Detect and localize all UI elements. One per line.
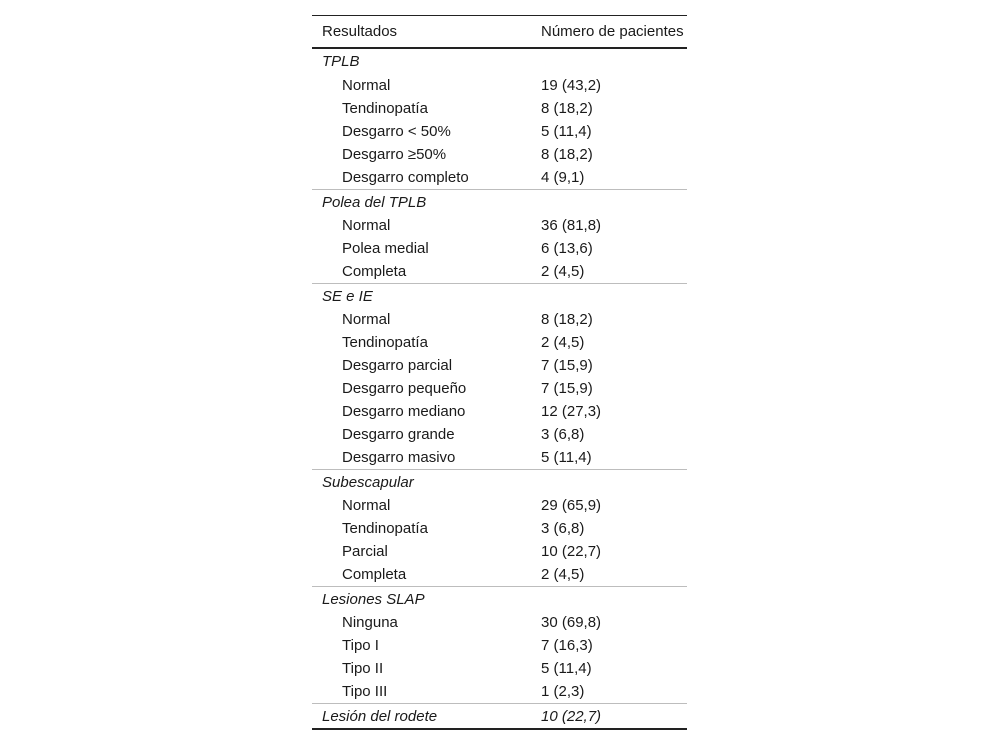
section-value-empty bbox=[541, 284, 687, 309]
table-row bbox=[312, 494, 687, 517]
row-value: 1 (2,3) bbox=[541, 683, 585, 700]
row-value: 2 (4,5) bbox=[541, 263, 585, 280]
row-label: Parcial bbox=[342, 543, 388, 560]
row-value: 5 (11,4) bbox=[541, 449, 592, 466]
row-value: 8 (18,2) bbox=[541, 146, 593, 163]
cell-value: 10 (22,7) bbox=[541, 704, 687, 730]
table-row bbox=[312, 680, 687, 704]
table-row bbox=[312, 377, 687, 400]
row-value: 19 (43,2) bbox=[541, 77, 602, 94]
row-value: 7 (15,9) bbox=[541, 380, 593, 397]
results-table-container bbox=[312, 15, 687, 730]
row-value: 5 (11,4) bbox=[541, 123, 592, 140]
section-row bbox=[312, 48, 687, 74]
row-label: Completa bbox=[342, 566, 407, 583]
table-row bbox=[312, 214, 687, 237]
section-value-empty bbox=[541, 470, 687, 495]
row-label: Normal bbox=[342, 497, 391, 514]
header-results: Resultados bbox=[322, 23, 398, 40]
row-label: Tipo I bbox=[342, 637, 379, 654]
table-row bbox=[312, 260, 687, 284]
row-value: 6 (13,6) bbox=[541, 240, 593, 257]
row-label: Tipo III bbox=[342, 683, 388, 700]
row-value: 29 (65,9) bbox=[541, 497, 602, 514]
row-value: 3 (6,8) bbox=[541, 426, 585, 443]
section-row-labrum-lesion bbox=[312, 704, 687, 730]
row-label: Desgarro parcial bbox=[342, 357, 453, 374]
table-row bbox=[312, 166, 687, 190]
row-value: 8 (18,2) bbox=[541, 100, 593, 117]
row-label: Desgarro grande bbox=[342, 426, 455, 443]
header-patient-count: Número de pacientes bbox=[541, 23, 684, 40]
table-row bbox=[312, 400, 687, 423]
row-label: Desgarro mediano bbox=[342, 403, 466, 420]
table-row bbox=[312, 423, 687, 446]
row-value: 7 (16,3) bbox=[541, 637, 593, 654]
row-value: 2 (4,5) bbox=[541, 566, 585, 583]
table-row bbox=[312, 657, 687, 680]
table-header bbox=[312, 16, 687, 49]
row-label: Polea medial bbox=[342, 240, 429, 257]
row-label: Normal bbox=[342, 311, 391, 328]
row-label: Tendinopatía bbox=[342, 520, 428, 537]
row-label: Desgarro < 50% bbox=[342, 123, 451, 140]
table-row bbox=[312, 611, 687, 634]
table-row bbox=[312, 354, 687, 377]
results-table bbox=[312, 15, 687, 730]
row-value: 3 (6,8) bbox=[541, 520, 585, 537]
row-label: Normal bbox=[342, 217, 391, 234]
section-title: Lesiones SLAP bbox=[312, 587, 541, 612]
table-row bbox=[312, 237, 687, 260]
row-value: 7 (15,9) bbox=[541, 357, 593, 374]
row-value: 10 (22,7) bbox=[541, 543, 602, 560]
section-value-empty bbox=[541, 190, 687, 215]
section-title: Lesión del rodete bbox=[312, 704, 541, 730]
row-label: Tipo II bbox=[342, 660, 384, 677]
section-title: TPLB bbox=[322, 53, 360, 70]
table-row bbox=[312, 634, 687, 657]
table-row bbox=[312, 97, 687, 120]
row-value: 5 (11,4) bbox=[541, 660, 592, 677]
row-value: 4 (9,1) bbox=[541, 169, 585, 186]
row-label: Tendinopatía bbox=[342, 334, 428, 351]
table-body bbox=[312, 48, 687, 729]
table-row bbox=[312, 143, 687, 166]
section-title: Polea del TPLB bbox=[312, 190, 541, 215]
row-label: Ninguna bbox=[342, 614, 398, 631]
row-value: 2 (4,5) bbox=[541, 334, 585, 351]
table-row bbox=[312, 446, 687, 470]
row-value: 12 (27,3) bbox=[541, 403, 602, 420]
row-label: Desgarro pequeño bbox=[342, 380, 467, 397]
section-value-empty bbox=[541, 48, 687, 74]
section-title: SE e IE bbox=[312, 284, 541, 309]
section-row bbox=[312, 284, 687, 309]
table-row bbox=[312, 120, 687, 143]
section-title: Subescapular bbox=[312, 470, 541, 495]
table-row bbox=[312, 540, 687, 563]
row-label: Desgarro masivo bbox=[342, 449, 456, 466]
row-value: 8 (18,2) bbox=[541, 311, 593, 328]
section-value-empty bbox=[541, 587, 687, 612]
section-row bbox=[312, 470, 687, 495]
row-value: 36 (81,8) bbox=[541, 217, 602, 234]
row-label: Normal bbox=[342, 77, 391, 94]
table-row bbox=[312, 74, 687, 97]
section-row bbox=[312, 190, 687, 215]
header-row bbox=[312, 16, 687, 49]
row-label: Desgarro ≥50% bbox=[342, 146, 447, 163]
table-row bbox=[312, 308, 687, 331]
section-row bbox=[312, 587, 687, 612]
row-label: Completa bbox=[342, 263, 407, 280]
table-row bbox=[312, 517, 687, 540]
row-label: Tendinopatía bbox=[342, 100, 428, 117]
table-row bbox=[312, 331, 687, 354]
table-row bbox=[312, 563, 687, 587]
row-label: Desgarro completo bbox=[342, 169, 469, 186]
row-value: 30 (69,8) bbox=[541, 614, 602, 631]
